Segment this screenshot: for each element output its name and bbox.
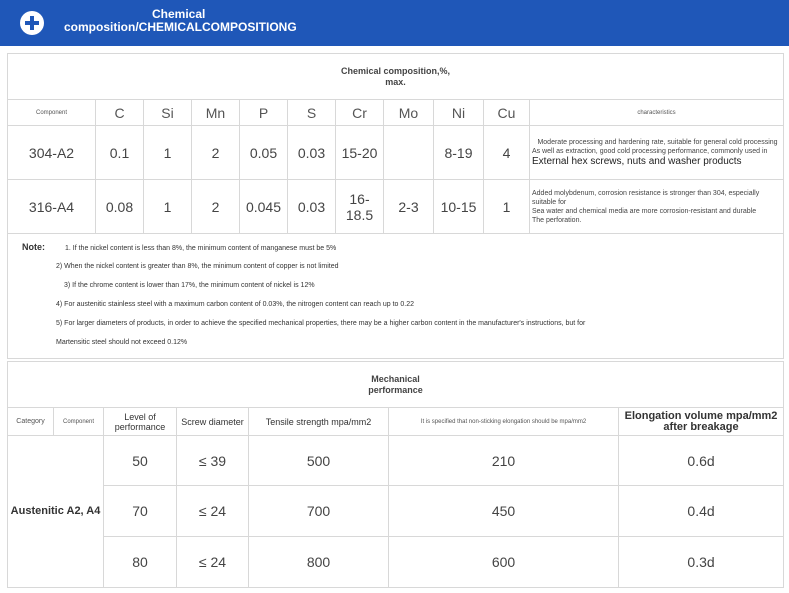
note-label: Note: xyxy=(22,242,45,252)
notes-section xyxy=(8,234,784,359)
header-title xyxy=(64,8,297,34)
note-item: Martensitic steel should not exceed 0.12% xyxy=(56,339,188,346)
value-cell: 0.045 xyxy=(240,180,288,234)
element-header-ni: Ni xyxy=(434,100,484,126)
characteristics-text: External hex screws, nuts and washer products xyxy=(532,156,742,167)
characteristics-cell xyxy=(530,126,784,180)
value-cell: 15-20 xyxy=(336,126,384,180)
elongation-cell: 0.6d xyxy=(619,436,784,486)
grade-cell: 316-A4 xyxy=(8,180,96,234)
table-row xyxy=(8,486,784,537)
component-header: Component xyxy=(54,408,104,436)
value-cell xyxy=(384,126,434,180)
table-row xyxy=(8,180,784,234)
characteristics-text: Moderate processing and hardening rate, suitable for general cold processing xyxy=(537,139,778,146)
element-header-c: C xyxy=(96,100,144,126)
value-cell: 0.03 xyxy=(288,180,336,234)
value-cell: 2-3 xyxy=(384,180,434,234)
grade-cell: 304-A2 xyxy=(8,126,96,180)
mechanical-performance-table xyxy=(7,361,784,588)
characteristics-cell xyxy=(530,180,784,234)
level-cell: 80 xyxy=(104,537,177,588)
value-cell: 2 xyxy=(192,180,240,234)
characteristics-text: As well as extraction, good cold processing performance, commonly used in xyxy=(532,148,768,155)
category-cell: Austenitic A2, A4 xyxy=(8,436,104,588)
header-title-line1: Chemical xyxy=(152,7,206,21)
value-cell: 1 xyxy=(144,126,192,180)
value-cell: 1 xyxy=(144,180,192,234)
tensile-cell: 500 xyxy=(249,436,389,486)
element-header-mn: Mn xyxy=(192,100,240,126)
non-sticking-elongation-header: It is specified that non-sticking elongation should be mpa/mm2 xyxy=(389,408,619,436)
category-header: Category xyxy=(8,408,54,436)
characteristics-text: The perforation. xyxy=(532,216,582,224)
characteristics-text: Added molybdenum, corrosion resistance is stronger than 304, especially suitable for xyxy=(532,189,760,206)
table-row xyxy=(8,126,784,180)
element-header-mo: Mo xyxy=(384,100,434,126)
component-header: Component xyxy=(8,100,96,126)
note-item: 3) If the chrome content is lower than 17%, the minimum content of nickel is 12% xyxy=(64,282,315,289)
value-cell: 8-19 xyxy=(434,126,484,180)
element-header-si: Si xyxy=(144,100,192,126)
screw-diameter-cell: ≤ 39 xyxy=(177,436,249,486)
screw-diameter-header: Screw diameter xyxy=(177,408,249,436)
characteristics-header: characteristics xyxy=(530,100,784,126)
chemical-caption: Chemical composition,%, max. xyxy=(8,54,784,100)
screw-diameter-cell: ≤ 24 xyxy=(177,537,249,588)
note-text: 1. If the nickel content is less than 8%, the minimum content of manganese must be 5% xyxy=(65,245,337,252)
tensile-strength-header: Tensile strength mpa/mm2 xyxy=(249,408,389,436)
value-cell: 2 xyxy=(192,126,240,180)
element-header-cr: Cr xyxy=(336,100,384,126)
elongation-cell: 0.4d xyxy=(619,486,784,537)
characteristics-text: Sea water and chemical media are more corrosion-resistant and durable xyxy=(532,207,757,215)
chemical-composition-table xyxy=(7,53,784,359)
value-cell: 1 xyxy=(484,180,530,234)
note-item: 5) For larger diameters of products, in order to achieve the specified mechanical properties, there may be a higher carbon content in the manufacturer's instructions, but for xyxy=(56,320,586,327)
mechanical-caption: Mechanical performance xyxy=(8,362,784,408)
value-cell: 10-15 xyxy=(434,180,484,234)
level-cell: 50 xyxy=(104,436,177,486)
element-header-s: S xyxy=(288,100,336,126)
page-header xyxy=(0,0,789,46)
header-title-line2: composition/CHEMICALCOMPOSITIONG xyxy=(64,20,297,34)
screw-diameter-cell: ≤ 24 xyxy=(177,486,249,537)
note-item: 4) For austenitic stainless steel with a maximum carbon content of 0.03%, the nitrogen content can reach up to 0.22 xyxy=(56,301,414,308)
tensile-cell: 800 xyxy=(249,537,389,588)
value-cell: 0.05 xyxy=(240,126,288,180)
note-item: 2) When the nickel content is greater than 8%, the minimum content of copper is not limited xyxy=(56,263,339,270)
element-header-p: P xyxy=(240,100,288,126)
non-sticking-cell: 450 xyxy=(389,486,619,537)
value-cell: 16-18.5 xyxy=(336,180,384,234)
value-cell: 0.08 xyxy=(96,180,144,234)
plus-icon xyxy=(20,11,44,35)
level-cell: 70 xyxy=(104,486,177,537)
non-sticking-cell: 210 xyxy=(389,436,619,486)
element-header-cu: Cu xyxy=(484,100,530,126)
value-cell: 4 xyxy=(484,126,530,180)
note-item xyxy=(22,238,773,257)
level-header: Level of performance xyxy=(104,408,177,436)
value-cell: 0.03 xyxy=(288,126,336,180)
table-row xyxy=(8,537,784,588)
elongation-header: Elongation volume mpa/mm2 after breakage xyxy=(619,408,784,436)
non-sticking-cell: 600 xyxy=(389,537,619,588)
elongation-cell: 0.3d xyxy=(619,537,784,588)
tensile-cell: 700 xyxy=(249,486,389,537)
value-cell: 0.1 xyxy=(96,126,144,180)
table-row xyxy=(8,436,784,486)
